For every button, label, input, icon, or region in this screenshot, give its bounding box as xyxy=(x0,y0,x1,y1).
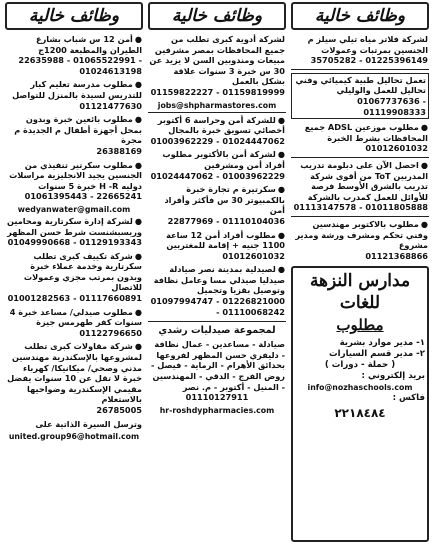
column-right xyxy=(291,2,429,542)
ad-email[interactable]: wedyanwater@gmail.com xyxy=(17,204,131,214)
ad-text: تعمل تحاليل طبية كيميائي وفني تحاليل للعمل والوليلي xyxy=(295,74,426,96)
bullet-icon: ● xyxy=(277,184,285,195)
ad-phones: 01121368866 xyxy=(365,250,428,261)
ad-item xyxy=(148,114,286,149)
rushdy-ad xyxy=(148,338,286,405)
ad-phones: 22635988 - 01065522991 - 01024613198 xyxy=(18,55,142,76)
ad-item xyxy=(5,113,143,158)
ad-email[interactable]: united.group96@hotmail.com xyxy=(8,432,140,442)
ad-phones: 01121477630 xyxy=(79,100,142,111)
ad-item xyxy=(5,215,143,250)
bullet-icon: ● xyxy=(277,264,285,275)
bullet-icon: ● xyxy=(134,34,142,44)
ad-item xyxy=(5,78,143,113)
ad-text: سكرتيرة م تجارة خبرة بالكمبيوتر 30 س فأكثر وأفراد أمن xyxy=(164,184,285,216)
ad-text: أمن 12 س شباب بشارع الطيران والمطبعة 1200ج xyxy=(35,34,142,55)
bullet-icon: ● xyxy=(420,122,428,133)
ad-phones: 01113147578 - 01011805888 xyxy=(293,202,428,213)
ad-text: شركة مقاولات كبرى تطلب لمشروعها بالإسكندرية مهندسين مدني وصحي/ ميكانيكا/ كهرباء خبرة لا تقل عن 10 سنوات يفضل مقيمي الإسكندرية وضواحيها بالاستعلام xyxy=(7,341,142,405)
ad-item xyxy=(291,159,429,215)
divider xyxy=(291,216,429,217)
ad-text: لشركة إدارة سكرتارية ومحامين وريسبشنست شرط حسن المظهر xyxy=(6,215,142,237)
ad-phones: 01024447062 - 01003962229 xyxy=(150,170,285,181)
school-line: بريد إلكتروني : xyxy=(361,371,425,382)
ad-text: مطلوب موزعين ADSL جميع المحافظات بشرط الخبرة xyxy=(304,122,428,143)
bullet-icon: ● xyxy=(420,218,428,229)
ad-text: وترسل السيرة الذاتية على xyxy=(35,418,142,429)
ad-text: للشركة أمن وحراسة 6 أكتوبر أخصائي تسويق خبرة بالمجال xyxy=(157,114,285,136)
divider xyxy=(148,112,286,113)
ad-phones: 01061395443 - 22665241 xyxy=(24,191,142,202)
ad-text: مطلوب مدرسة تعليم كبار للتدريس لسيدة بالمنزل للتواصل xyxy=(12,79,142,100)
bullet-icon: ● xyxy=(134,114,142,125)
column-header: وظائف خالية xyxy=(148,2,286,30)
ad-item xyxy=(5,418,143,432)
bullet-icon: ● xyxy=(134,159,142,170)
ad-text: لشركة أمن بالأكتوبر مطلوب أفراد أمن ومشرفين xyxy=(162,149,285,170)
school-line: ( حملة - دورات ) xyxy=(324,360,396,371)
column-middle xyxy=(148,2,286,542)
ad-text: لشركة فلاتر مياه تيلي سيلز م الجنسين بمرتبات وعمولات xyxy=(307,34,428,55)
ad-phones: 01012601032 xyxy=(365,143,428,154)
divider xyxy=(291,69,429,70)
bullet-icon: ● xyxy=(277,149,285,160)
ad-phones: 01097994747 - 01226821000 - 01110068242 xyxy=(150,296,285,317)
ad-phones: 01001282563 - 01117660891 xyxy=(7,293,142,304)
ad-item xyxy=(148,148,286,183)
ad-text: مطلوب بالاكتوبر مهندسين وفني تحكم ومشرف ورشة ومدير مشروع xyxy=(295,218,428,251)
ad-phones: 01159822227 - 01159819999 xyxy=(150,86,285,97)
ad-item-boxed xyxy=(291,73,429,119)
ad-item xyxy=(148,183,286,228)
ad-item xyxy=(5,159,143,204)
ad-text: لشركة أدوية كبرى تطلب من جميع المحافظات بمصر مشرفين مبيعات ومندوبين السن لا يزيد عن 30 س خبرة 3 سنوات علاقة بشكل بالعمل xyxy=(149,34,285,87)
ad-phones: 26785005 xyxy=(96,405,142,415)
school-fax: ٢٢١٨٤٨٤ xyxy=(334,406,386,421)
school-email[interactable]: info@nozhaschools.com xyxy=(307,383,413,393)
ad-text: مطلوب سكرتير تنفيذي من الجنسين يجيد الانجليزية مراسلات دوليه H -R خبرة 5 سنوات xyxy=(9,159,142,191)
rushdy-title: لمجموعة صيدليات رشدي xyxy=(158,325,276,337)
bullet-icon: ● xyxy=(134,341,142,352)
ad-item xyxy=(148,263,286,319)
bullet-icon: ● xyxy=(420,159,428,170)
ad-item xyxy=(291,218,429,263)
ad-text: مطلوب صيدلي/ مساعد خبرة 4 سنوات كفر طهرمس جيزة xyxy=(9,306,142,328)
school-line: ١- مدير موارد بشرية xyxy=(339,338,425,349)
school-subtitle: مطلوب xyxy=(336,316,384,335)
rushdy-email[interactable]: hr-roshdypharmacies.com xyxy=(159,405,275,415)
ad-item xyxy=(148,33,286,100)
ad-text: لصيدلية بمدينة نصر صيادلة صيدليا صيدلي مسا وعامل نظافة وتوصيل بقزيا وتجميل xyxy=(153,264,285,296)
ad-phones: 01049990668 - 01129193343 xyxy=(7,237,142,248)
ad-text: مطلوب بائعين خبرة وبدون بمحل أجهزة أطفال م الجديدة م مجرة xyxy=(14,114,142,146)
ad-item xyxy=(291,121,429,156)
ad-item xyxy=(5,306,143,341)
ad-phones: 01012601032 xyxy=(222,250,285,261)
divider xyxy=(148,321,286,322)
bullet-icon: ● xyxy=(277,229,285,240)
ad-text: شركة تكييف كبرى تطلب سكرتارية وخدمة عملاء خبرة وبدون بمرتب مجزي وعمولات للاتصال xyxy=(23,250,142,293)
ad-item xyxy=(5,250,143,306)
bullet-icon: ● xyxy=(277,114,285,125)
ad-text: مطلوب أفراد أمن 12 ساعة 1100 جنيه + إقامة للمغتربين xyxy=(166,229,285,251)
ad-text: صيادلة - مساعدين - عمال نظافة - دليفري حسن المظهر لفروعها بحدائق الأهرام - الرماية - فيصل - روض الفرج - الدقي - المهندسين - المنيل - أكتوبر - م. نصر xyxy=(151,339,285,392)
column-header: وظائف خالية xyxy=(291,2,429,30)
column-left xyxy=(5,2,143,542)
ad-phones: 01110127911 xyxy=(185,392,249,403)
ad-phones: 22877969 - 01110104036 xyxy=(167,215,285,226)
ad-phones: 01067737636 - 01119908333 xyxy=(357,95,426,117)
ad-phones: 26388169 xyxy=(96,145,142,156)
bullet-icon: ● xyxy=(134,215,142,226)
school-title: مدارس النزهة للغات xyxy=(309,271,411,314)
divider xyxy=(291,157,429,158)
ad-phones: 01003962229 - 01024447062 xyxy=(150,135,285,146)
ad-item xyxy=(148,229,286,264)
ad-email[interactable]: jobs@shpharmastores.com xyxy=(157,100,277,110)
ad-item xyxy=(291,33,429,68)
bullet-icon: ● xyxy=(134,79,142,90)
ad-item xyxy=(5,340,143,417)
school-ad xyxy=(291,266,429,542)
bullet-icon: ● xyxy=(134,250,142,261)
school-fax-label: فاكس : xyxy=(392,393,425,404)
bullet-icon: ● xyxy=(134,306,142,317)
ad-phones: 01122796650 xyxy=(79,327,142,338)
ad-phones: 35705282 - 01225396149 xyxy=(310,55,428,66)
column-header: وظائف خالية xyxy=(5,2,143,30)
ad-text: احصل الآن على دبلومة تدريب المدربين ToT من أقوى شركة تدريب بالشرق الأوسط فرصة للأوائل للعمل كمدرب بالشركة xyxy=(300,159,428,202)
ad-item xyxy=(5,33,143,78)
school-line: ٢- مدير قسم السيارات xyxy=(329,349,425,360)
